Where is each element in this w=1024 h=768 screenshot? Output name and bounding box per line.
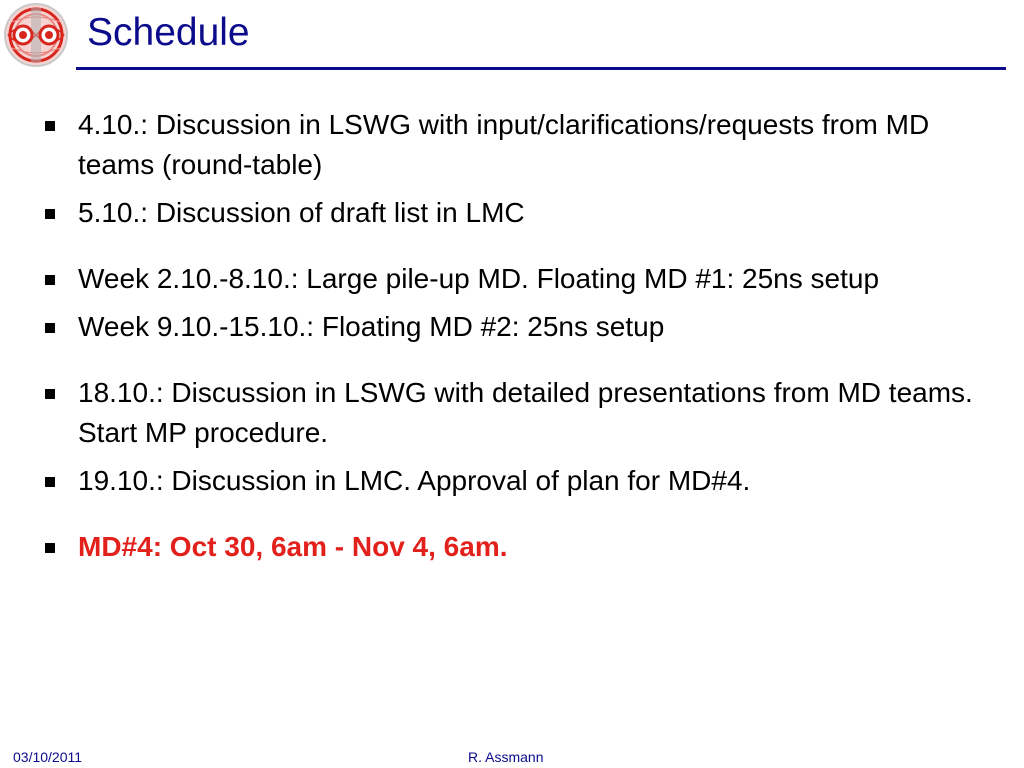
bullet-text: 5.10.: Discussion of draft list in LMC (78, 197, 525, 228)
bullet-text: Week 2.10.-8.10.: Large pile-up MD. Floating MD #1: 25ns setup (78, 263, 880, 294)
bullet-item (40, 461, 990, 501)
bullet-item-highlight (40, 527, 990, 567)
bullet-item (40, 193, 990, 233)
bullet-text: Week 9.10.-15.10.: Floating MD #2: 25ns setup (78, 311, 665, 342)
bullet-item (40, 259, 990, 299)
bullet-text: 18.10.: Discussion in LSWG with detailed presentations from MD teams. Start MP procedure. (78, 377, 973, 448)
title-underline (76, 67, 1006, 70)
square-bullet-icon (45, 121, 55, 131)
lhc-logo (2, 2, 70, 68)
bullet-list (40, 105, 990, 567)
footer-author: R. Assmann (468, 749, 544, 765)
square-bullet-icon (45, 389, 55, 399)
bullet-text: 19.10.: Discussion in LMC. Approval of plan for MD#4. (78, 465, 751, 496)
square-bullet-icon (45, 209, 55, 219)
slide-title: Schedule (87, 11, 250, 54)
square-bullet-icon (45, 323, 55, 333)
bullet-text: 4.10.: Discussion in LSWG with input/clarifications/requests from MD teams (round-table) (78, 109, 930, 180)
square-bullet-icon (45, 543, 55, 553)
bullet-item (40, 105, 990, 185)
square-bullet-icon (45, 477, 55, 487)
bullet-text-highlight: MD#4: Oct 30, 6am - Nov 4, 6am. (78, 531, 508, 562)
square-bullet-icon (45, 275, 55, 285)
footer-date: 03/10/2011 (13, 749, 83, 765)
bullet-item (40, 307, 990, 347)
bullet-item (40, 373, 990, 453)
